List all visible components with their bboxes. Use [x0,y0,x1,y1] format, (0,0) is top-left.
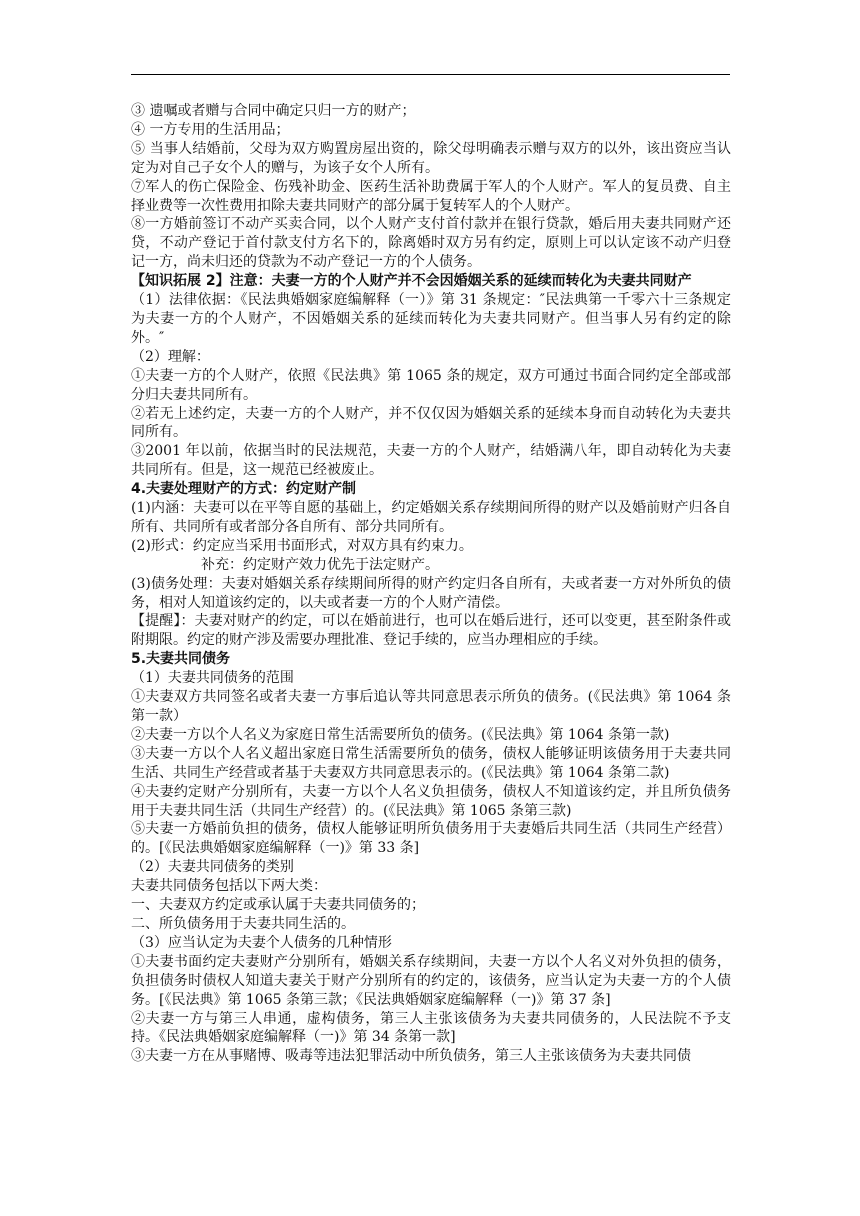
line-28: 二、所负债务用于夫妻共同生活的。 [131,915,355,932]
line-30: ①夫妻书面约定夫妻财产分别所有，婚姻关系存续期间，夫妻一方以个人名义对外负担的债务，负担债务时债权人知道夫妻关于财产分别所有的约定的，该债务，应当认定为夫妻一方的个人债务。[《民法典》第 1065 条第三款；《民法典婚姻家庭编解释（一)》第 37 条] [131,953,731,1008]
line-3: ⑤ 当事人结婚前，父母为双方购置房屋出资的，除父母明确表示赠与双方的以外，该出资应当认定为对自己子女个人的赠与，为该子女个人所有。 [131,140,731,176]
line-27: 一、夫妻双方约定或承认属于夫妻共同债务的； [131,897,425,914]
line-22: ③夫妻一方以个人名义超出家庭日常生活需要所负的债务，债权人能够证明该债务用于夫妻共同生活、共同生产经营或者基于夫妻双方共同意思表示的。(《民法典》第 1064 条第二款) [131,745,731,781]
line-23: ④夫妻约定财产分别所有，夫妻一方以个人名义负担债务，债权人不知道该约定，并且所负债务用于夫妻共同生活（共同生产经营）的。(《民法典》第 1065 条第三款) [131,783,731,819]
line-19: （1）夫妻共同债务的范围 [131,670,294,687]
line-2: ④ 一方专用的生活用品； [131,121,290,138]
line-29: （3）应当认定为夫妻个人债务的几种情形 [131,934,392,951]
header-rule [131,74,730,75]
line-11: ③2001 年以前，依据当时的民法规范，夫妻一方的个人财产，结婚满八年，即自动转化为夫妻共同所有。但是，这一规范已经被废止。 [131,443,731,479]
line-10: ②若无上述约定，夫妻一方的个人财产，并不仅仅因为婚姻关系的延续本身而自动转化为夫妻共同所有。 [131,405,731,441]
line-7: （1）法律依据：《民法典婚姻家庭编解释（一）》第 31 条规定：″民法典第一千零六十三条规定为夫妻一方的个人财产，不因婚姻关系的延续而转化为夫妻共同财产。但当事人另有约定的除外。″ [131,292,731,346]
line-15: 补充：约定财产效力优先于法定财产。 [201,556,439,573]
heading-knowledge-extension-2: 【知识拓展 2】注意：夫妻一方的个人财产并不会因婚姻关系的延续而转化为夫妻共同财产 [131,273,692,290]
line-8: （2）理解： [131,348,210,365]
line-5: ⑧一方婚前签订不动产买卖合同，以个人财产支付首付款并在银行贷款，婚后用夫妻共同财产还贷，不动产登记于首付款支付方名下的，除离婚时双方另有约定，原则上可以认定该不动产归登记一方，尚未归还的贷款为不动产登记一方的个人债务。 [131,216,731,271]
heading-section-5: 5.夫妻共同债务 [131,651,231,668]
line-14: (2)形式：约定应当采用书面形式，对双方具有约束力。 [131,537,473,554]
line-25: （2）夫妻共同债务的类别 [131,859,294,876]
document-body [131,102,731,1066]
line-24: ⑤夫妻一方婚前负担的债务，债权人能够证明所负债务用于夫妻婚后共同生活（共同生产经营）的。[《民法典婚姻家庭编解释（一)》第 33 条] [131,821,731,857]
heading-section-4: 4.夫妻处理财产的方式：约定财产制 [131,481,357,498]
line-17: 【提醒】：夫妻对财产的约定，可以在婚前进行，也可以在婚后进行，还可以变更，甚至附条件或附期限。约定的财产涉及需要办理批准、登记手续的，应当办理相应的手续。 [131,613,731,649]
line-9: ①夫妻一方的个人财产，依照《民法典》第 1065 条的规定，双方可通过书面合同约定全部或部分归夫妻共同所有。 [131,367,731,403]
line-32: ③夫妻一方在从事赌博、吸毒等违法犯罪活动中所负债务，第三人主张该债务为夫妻共同债 [131,1048,691,1065]
line-31: ②夫妻一方与第三人串通，虚构债务，第三人主张该债务为夫妻共同债务的，人民法院不予支持。《民法典婚姻家庭编解释（一)》第 34 条第一款] [131,1010,731,1046]
line-1: ③ 遗嘱或者赠与合同中确定只归一方的财产； [131,103,416,119]
line-21: ②夫妻一方以个人名义为家庭日常生活需要所负的债务。(《民法典》第 1064 条第一款) [131,726,670,743]
line-13: (1)内涵：夫妻可以在平等自愿的基础上，约定婚姻关系存续期间所得的财产以及婚前财产归各自所有、共同所有或者部分各自所有、部分共同所有。 [131,500,731,535]
line-26: 夫妻共同债务包括以下两大类： [131,878,327,895]
line-4: ⑦军人的伤亡保险金、伤残补助金、医药生活补助费属于军人的个人财产。军人的复员费、自主择业费等一次性费用扣除夫妻共同财产的部分属于复转军人的个人财产。 [131,178,731,214]
line-16: (3)债务处理：夫妻对婚姻关系存续期间所得的财产约定归各自所有，夫或者妻一方对外所负的债务，相对人知道该约定的，以夫或者妻一方的个人财产清偿。 [131,575,731,611]
line-20: ①夫妻双方共同签名或者夫妻一方事后追认等共同意思表示所负的债务。(《民法典》第 1064 条第一款） [131,689,731,724]
